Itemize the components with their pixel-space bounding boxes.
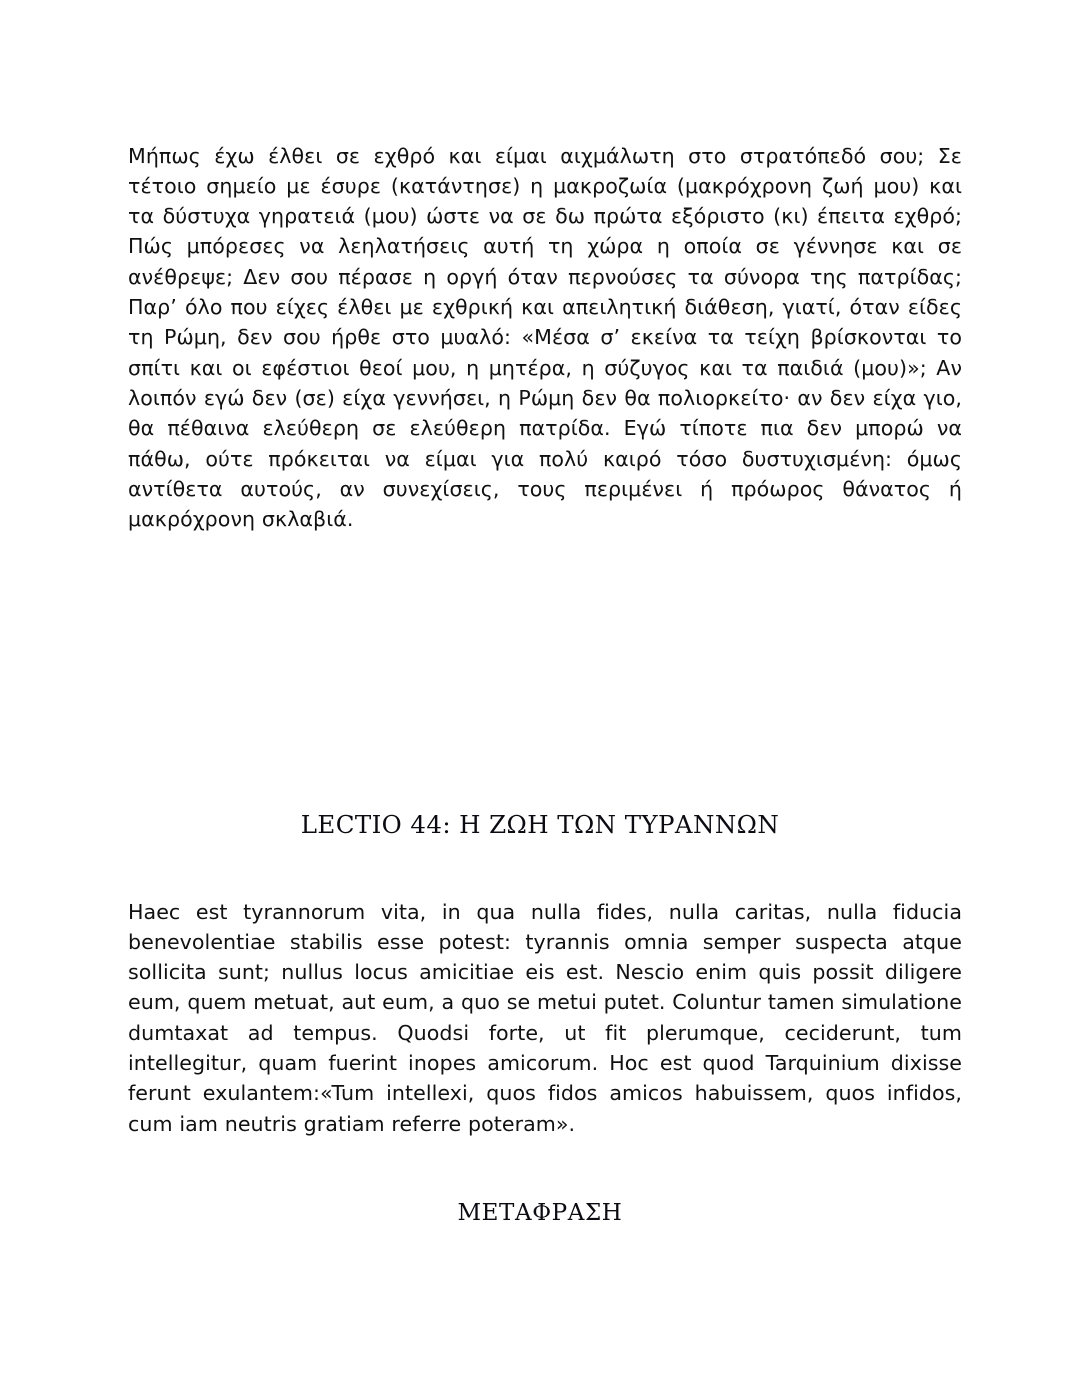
latin-source-paragraph: Haec est tyrannorum vita, in qua nulla fides, nulla caritas, nulla fiducia benevolentiae stabilis esse potest: tyrannis omnia semper suspecta atque sollicita sunt; nullus locus amicitiae eis est. Nescio enim quis possit diligere eum, quem metuat, aut eum, a quo se metui putet. Coluntur tamen simulatione dumtaxat ad tempus. Quodsi forte, ut fit plerumque, ceciderunt, tum intellegitur, quam fuerint inopes amicorum. Hoc est quod Tarquinium dixisse ferunt exulantem:«Tum intellexi, quos fidos amicos habuissem, quos infidos, cum iam neutris gratiam referre poteram». [128,899,962,1136]
lectio-44-heading: LECTIO 44: Η ΖΩΗ ΤΩΝ ΤΥΡΑΝΝΩΝ [300,810,780,840]
greek-translation-paragraph: Μήπως έχω έλθει σε εχθρό και είμαι αιχμάλωτη στο στρατόπεδό σου; Σε τέτοιο σημείο με έσυρε (κατάντησε) η μακροζωία (μακρόχρονη ζωή μου) και τα δύστυχα γηρατειά (μου) ώστε να σε δω πρώτα εξόριστο (κι) έπειτα εχθρό; Πώς μπόρεσες να λεηλατήσεις αυτή τη χώρα η οποία σε γέννησε και σε ανέθρεψε; Δεν σου πέρασε η οργή όταν περνούσες τα σύνορα της πατρίδας; Παρ’ όλο που είχες έλθει με εχθρική και απειλητική διάθεση, γιατί, όταν είδες τη Ρώμη, δεν σου ήρθε στο μυαλό: «Μέσα σ’ εκείνα τα τείχη βρίσκονται το σπίτι και οι εφέστιοι θεοί μου, η μητέρα, η σύζυγος και τα παιδιά (μου)»; Αν λοιπόν εγώ δεν (σε) είχα γεννήσει, η Ρώμη δεν θα πολιορκείτο· αν δεν είχα γιο, θα πέθαινα ελεύθερη σε ελεύθερη πατρίδα. Εγώ τίποτε πια δεν μπορώ να πάθω, ούτε πρόκειται να είμαι για πολύ καιρό τόσο δυστυχισμένη: όμως αντίθετα αυτούς, αν συνεχίσεις, τους περιμένει ή πρόωρος θάνατος ή μακρόχρονη σκλαβιά. [128,143,962,532]
metafrasi-heading: ΜΕΤΑΦΡΑΣΗ [457,1200,623,1226]
